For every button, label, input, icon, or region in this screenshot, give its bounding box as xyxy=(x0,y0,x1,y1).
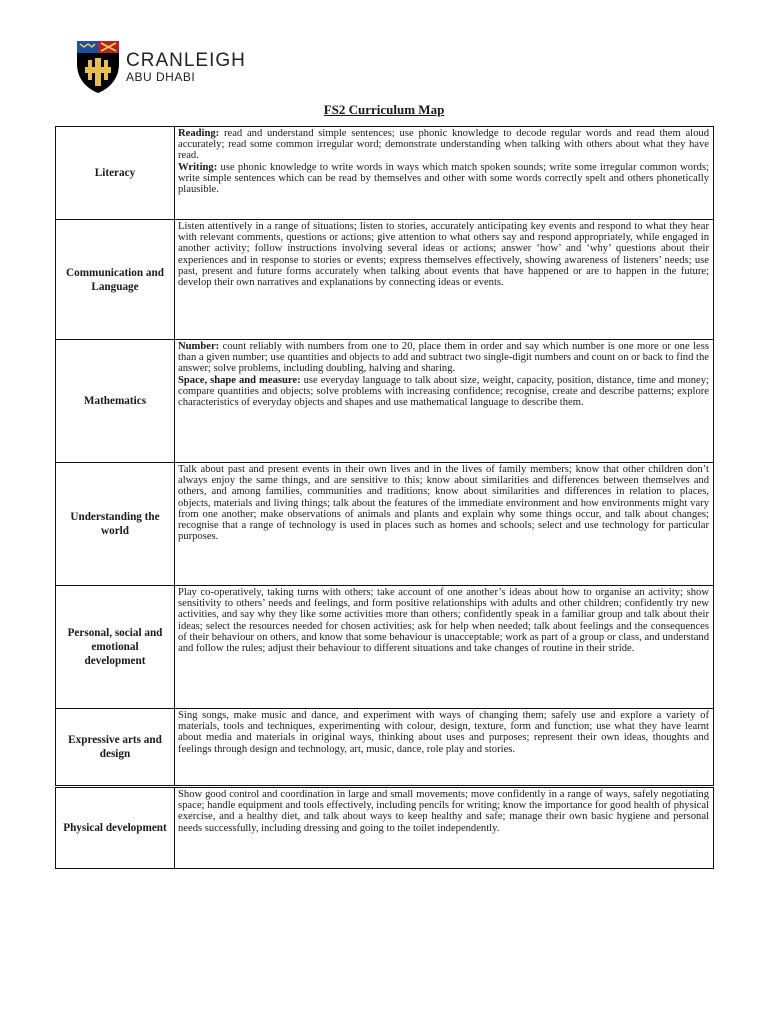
table-row-physical xyxy=(56,787,714,869)
section-text: count reliably with numbers from one to 20, place them in order and say which number is one more or one less than a given number; use quantities and objects to add and subtract two single-digit numbers and count on or back to find the answer; solve problems, including doubling, halving and sharing. xyxy=(178,341,709,375)
table-row-personal-social xyxy=(56,586,714,709)
section-text: Show good control and coordination in large and small movements; move confidently in a range of ways, safely negotiating space; handle equipment and tools effectively, including pencils for writing; know the importance for good health of physical exercise, and a healthy diet, and talk about ways to keep healthy and safe; manage their own basic hygiene and personal needs successfully, including dressing and going to the toilet independently. xyxy=(178,789,710,834)
section-text: read and understand simple sentences; use phonic knowledge to decode regular words and read them aloud accurately; read some common irregular word; demonstrate understanding when talking with others about what they have read. xyxy=(178,128,709,162)
area-label: Physical development xyxy=(56,787,175,869)
cranleigh-shield-icon xyxy=(76,40,120,94)
section-text: use everyday language to talk about size, weight, capacity, position, distance, time and money; compare quantities and objects; solve problems with increasing confidence; recognise, create and describe patterns; explore characteristics of everyday objects and shapes and use mathematical language to describe them. xyxy=(178,374,709,409)
section-heading: Space, shape and measure: xyxy=(178,374,301,386)
area-description xyxy=(175,340,714,463)
area-description xyxy=(175,463,714,586)
school-logo xyxy=(76,40,246,94)
area-label: Personal, social and emotional development xyxy=(56,586,175,709)
school-name: CRANLEIGH xyxy=(126,49,246,71)
section-text: Play co-operatively, taking turns with others; take account of one another’s ideas about how to organise an activity; show sensitivity to others’ needs and feelings, and form positive relationships with adults and other children; confidently try new activities, and say why they like some activities more than others; confidently speak in a familiar group and talk about their ideas; select the resources needed for chosen activities; ask for help when needed; talk about feelings and the consequences of their behaviour on others, and know that some behaviour is unacceptable; work as part of a group or class, and understand and follow the rules; adjust their behaviour to different situations and take changes of routine in their stride. xyxy=(178,587,709,655)
section-text: use phonic knowledge to write words in ways which match spoken sounds; write some irregular common words; write simple sentences which can be read by themselves and other with some words correctly spelt and others phonetically plausible. xyxy=(178,161,709,196)
area-description xyxy=(175,787,714,869)
table-row-communication xyxy=(56,220,714,340)
table-row-understanding-world xyxy=(56,463,714,586)
table-row-literacy xyxy=(56,127,714,220)
school-location: ABU DHABI xyxy=(126,69,196,84)
document-title: FS2 Curriculum Map xyxy=(323,102,445,117)
area-label: Literacy xyxy=(56,127,175,220)
section-heading: Writing: xyxy=(178,161,218,173)
section-heading: Number: xyxy=(178,341,220,352)
table-row-expressive-arts xyxy=(56,709,714,787)
area-description xyxy=(175,586,714,709)
area-label: Expressive arts and design xyxy=(56,709,175,787)
section-text: Listen attentively in a range of situations; listen to stories, accurately anticipating key events and respond to what they hear with relevant comments, questions or actions; give attention to what others say and respond appropriately, while engaged in another activity; follow instructions involving several ideas or actions; answer ‘how’ and ‘why’ questions about their experiences and in response to stories or events; express themselves effectively, showing awareness of listeners’ needs; use past, present and future forms accurately when talking about events that have happened or are to happen in the future; develop their own narratives and explanations by connecting ideas or events. xyxy=(178,221,709,289)
area-label: Mathematics xyxy=(56,340,175,463)
area-description xyxy=(175,709,714,787)
curriculum-table xyxy=(55,126,714,869)
section-text: Talk about past and present events in their own lives and in the lives of family members; know that other children don’t always enjoy the same things, and are sensitive to this; know about similarities and differences between themselves and others, and among families, communities and traditions; know about similarities and differences in relation to places, objects, materials and living things; talk about the features of the immediate environment and how environments might vary from one another; make observations of animals and plants and explain why some things occur, and talk about changes; recognise that a range of technology is used in places such as homes and schools; select and use technology for particular purposes. xyxy=(178,464,709,543)
area-label: Communication and Language xyxy=(56,220,175,340)
area-description xyxy=(175,220,714,340)
area-description xyxy=(175,127,714,220)
section-heading: Reading: xyxy=(178,128,220,139)
section-text: Sing songs, make music and dance, and experiment with ways of changing them; safely use and explore a variety of materials, tools and techniques, experimenting with colour, design, texture, form and function; use what they have learnt about media and materials in original ways, thinking about uses and purposes; represent their own ideas, thoughts and feelings through design and technology, art, music, dance, role play and stories. xyxy=(178,710,709,755)
area-label: Understanding the world xyxy=(56,463,175,586)
table-row-mathematics xyxy=(56,340,714,463)
